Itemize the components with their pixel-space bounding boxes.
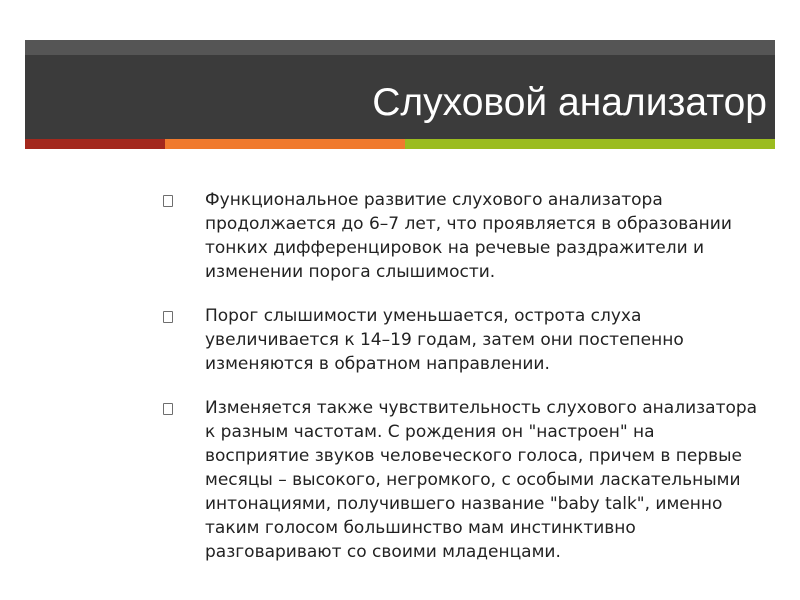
bullet-text: Изменяется также чувствительность слухового анализатора к разным частотам. С рождения он "настроен" на восприятие звуков человеческого голоса, причем в первые месяцы – высокого, негромкого, с особыми ласкательными интонациями, получившего название "baby talk", именно таким голосом большинство мам инстинктивно разговаривают со своими младенцами.: [205, 398, 758, 562]
accent-bar: [25, 139, 775, 149]
accent-segment-red: [25, 139, 165, 149]
bullet-item: [163, 304, 763, 376]
slide-title: Слуховой анализатор: [372, 81, 767, 124]
bullet-list: [163, 188, 763, 584]
accent-segment-orange: [165, 139, 405, 149]
bullet-item: [163, 396, 763, 564]
accent-segment-green: [405, 139, 775, 149]
bullet-text: Функциональное развитие слухового анализатора продолжается до 6–7 лет, что проявляется в образовании тонких дифференцировок на речевые раздражители и изменении порога слышимости.: [205, 190, 732, 282]
hollow-square-icon: [163, 195, 173, 207]
hollow-square-icon: [163, 403, 173, 415]
title-band: [25, 40, 775, 139]
bullet-text: Порог слышимости уменьшается, острота слуха увеличивается к 14–19 годам, затем они постепенно изменяются в обратном направлении.: [205, 306, 684, 374]
title-band-top-strip: [25, 40, 775, 55]
hollow-square-icon: [163, 311, 173, 323]
bullet-item: [163, 188, 763, 284]
